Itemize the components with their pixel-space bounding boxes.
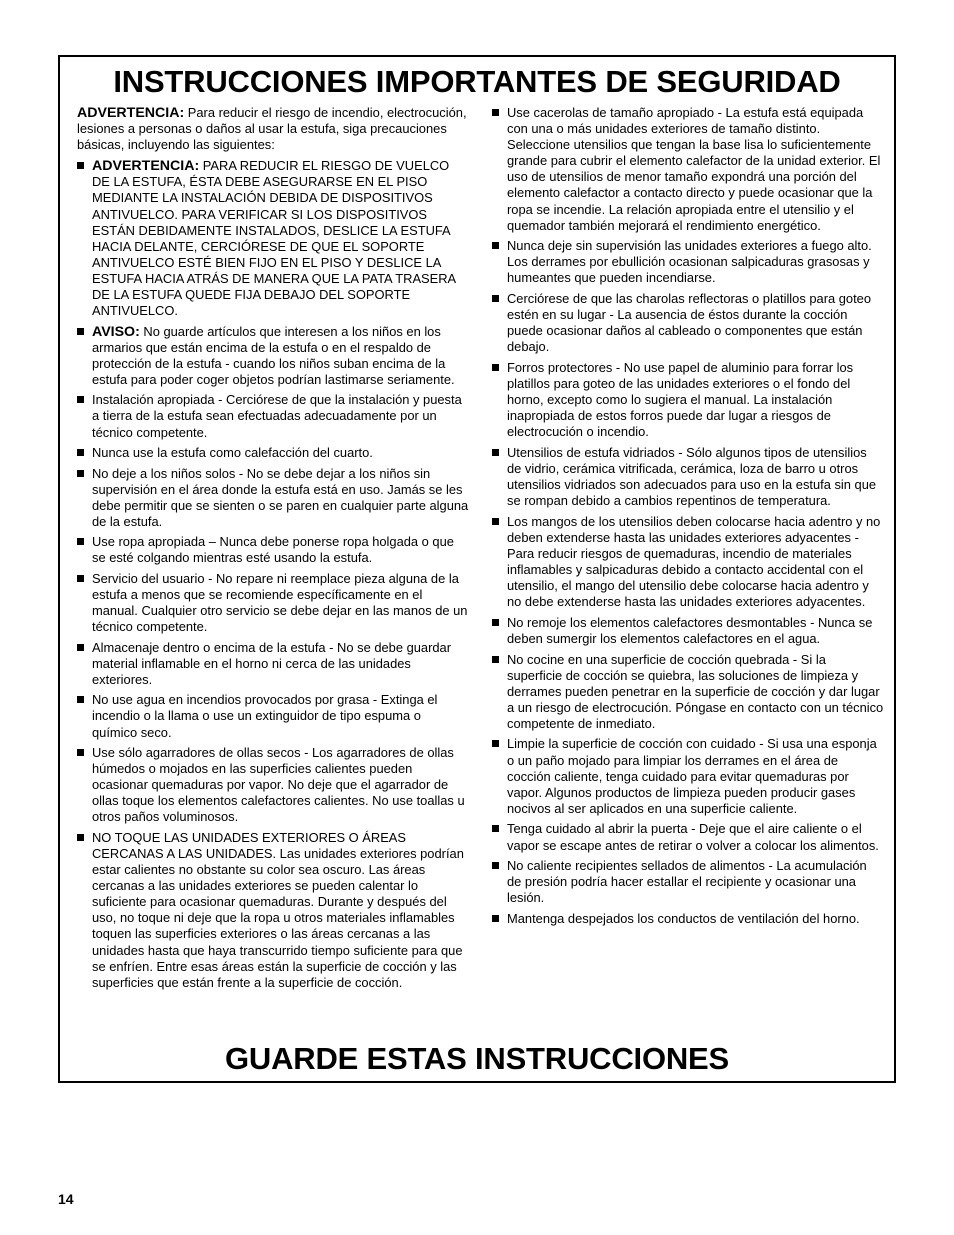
- square-bullet-icon: [77, 749, 84, 756]
- item-text: Use ropa apropiada – Nunca debe ponerse ropa holgada o que se esté colgando mientras esté usando la estufa.: [92, 534, 454, 566]
- list-item: [492, 615, 884, 647]
- square-bullet-icon: [492, 619, 499, 626]
- right-bullet-list: [492, 105, 884, 927]
- item-text: Forros protectores - No use papel de aluminio para forrar los platillos para goteo de las unidades exteriores o el fondo del horno, excepto como lo sugiera el manual. La instalación inapropiada de estos forros puede dar lugar a riesgos de electrocución o incendio.: [507, 359, 854, 440]
- list-item: [77, 534, 469, 566]
- item-text: Almacenaje dentro o encima de la estufa - No se debe guardar material inflamable en el horno ni cerca de las unidades exteriores.: [92, 639, 452, 687]
- list-item: [492, 105, 884, 234]
- list-item: [77, 158, 469, 319]
- square-bullet-icon: [77, 162, 84, 169]
- square-bullet-icon: [492, 656, 499, 663]
- square-bullet-icon: [492, 825, 499, 832]
- item-text: Nunca use la estufa como calefacción del cuarto.: [92, 445, 373, 461]
- square-bullet-icon: [492, 915, 499, 922]
- left-bullet-list: [77, 158, 469, 991]
- list-item: [77, 324, 469, 388]
- square-bullet-icon: [77, 449, 84, 456]
- item-text: Mantenga despejados los conductos de ventilación del horno.: [507, 910, 860, 926]
- item-text: Use cacerolas de tamaño apropiado - La estufa está equipada con una o más unidades exteriores de tamaño distinto. Seleccione utensilios que tengan la base lisa lo suficientemente grande para cubrir el elemento calefactor de la unidad exterior. El uso de utensilios de menor tamaño expondrá una porción del elemento calefactor a contacto directo y puede ocasionar que la ropa se incendie. La relación apropiada entre el utensilio y el quemador también mejorará el rendimiento energético.: [507, 105, 881, 233]
- item-lead: ADVERTENCIA:: [92, 158, 200, 175]
- intro-text: Para reducir el riesgo de incendio, electrocución, lesiones a personas o daños al usar la estufa, siga precauciones básicas, incluyendo las siguientes:: [77, 105, 467, 153]
- square-bullet-icon: [492, 364, 499, 371]
- square-bullet-icon: [492, 242, 499, 249]
- list-item: [492, 911, 884, 927]
- square-bullet-icon: [492, 862, 499, 869]
- square-bullet-icon: [492, 109, 499, 116]
- item-text: Limpie la superficie de cocción con cuidado - Si usa una esponja o un paño mojado para limpiar los derrames en el área de cocción caliente, tenga cuidado para evitar quemaduras por vapor. Algunos productos de limpieza pueden producir gases nocivos al ser aplicados en una superficie caliente.: [507, 736, 877, 816]
- item-text: Servicio del usuario - No repare ni reemplace pieza alguna de la estufa a menos que se recomiende específicamente en el manual. Cualquier otro servicio se debe dejar en las manos de un técnico competente.: [92, 570, 468, 635]
- square-bullet-icon: [77, 575, 84, 582]
- list-item: [77, 745, 469, 825]
- intro-paragraph: [77, 105, 469, 153]
- square-bullet-icon: [492, 740, 499, 747]
- list-item: [77, 392, 469, 440]
- item-text: Nunca deje sin supervisión las unidades exteriores a fuego alto. Los derrames por ebullición ocasionan salpicaduras grasosas y humeantes que pueden incendiarse.: [507, 238, 872, 286]
- list-item: [77, 692, 469, 740]
- item-text: PARA REDUCIR EL RIESGO DE VUELCO DE LA ESTUFA, ÉSTA DEBE ASEGURARSE EN EL PISO MEDIANTE LA INSTALACIÓN DEBIDA DE DISPOSITIVOS ANTIVUELCO. PARA VERIFICAR SI LOS DISPOSITIVOS ESTÁN DEBIDAMENTE INSTALADOS, DESLICE LA ESTUFA HACIA DELANTE, CERCIÓRESE DE QUE EL SOPORTE ANTIVUELCO ESTÉ BIEN FIJO EN EL PISO Y DESLICE LA ESTUFA HACIA ATRÁS DE MANERA QUE LA PATA TRASERA DE LA ESTUFA QUEDE FIJA DEBAJO DEL SOPORTE ANTIVUELCO.: [92, 158, 456, 319]
- list-item: [77, 571, 469, 635]
- item-text: No deje a los niños solos - No se debe dejar a los niños sin supervisión en el área donde la estufa está en uso. Jamás se les debe permitir que se sienten o se paren en cualquier parte alguna de la estufa.: [92, 465, 469, 529]
- left-column: [77, 105, 469, 995]
- item-text: NO TOQUE LAS UNIDADES EXTERIORES O ÁREAS CERCANAS A LAS UNIDADES. Las unidades exteriores podrían estar calientes no obstante su color sea oscuro. Las áreas cercanas a las unidades exteriores se pueden calentar lo suficiente para ocasionar quemaduras. Durante y después del uso, no toque ni deje que la ropa u otros materiales inflamables toquen las superficies exteriores o las áreas cercanas a las unidades hasta que haya transcurrido tiempo suficiente para que se enfríen. Entre esas áreas están la superficie de cocción y las superficies que están frente a la superficie de cocción.: [92, 829, 464, 990]
- item-text: No remoje los elementos calefactores desmontables - Nunca se deben sumergir los elementos calefactores en el agua.: [507, 614, 873, 646]
- item-text: Utensilios de estufa vidriados - Sólo algunos tipos de utensilios de vidrio, cerámica vitrificada, cerámica, loza de barro u otros utensilios vidriados son adecuados para uso en la estufa sin que se rompan debido a cambios repentinos de temperatura.: [507, 444, 877, 509]
- list-item: [492, 238, 884, 286]
- item-text: Use sólo agarradores de ollas secos - Los agarradores de ollas húmedos o mojados en las superficies calientes pueden ocasionar quemaduras por vapor. No deje que el agarrador de ollas toque los elementos calefactores calientes. No use toallas u otros paños voluminosos.: [92, 744, 465, 825]
- square-bullet-icon: [77, 470, 84, 477]
- safety-instructions-box: [58, 55, 896, 1083]
- square-bullet-icon: [77, 696, 84, 703]
- item-text: No guarde artículos que interesen a los niños en los armarios que están encima de la estufa o en el respaldo de protección de la estufa - cuando los niños suban encima de la estufa para poder coger objetos podrían lastimarse seriamente.: [92, 323, 455, 387]
- list-item: [77, 830, 469, 991]
- square-bullet-icon: [492, 295, 499, 302]
- list-item: [77, 466, 469, 530]
- list-item: [492, 360, 884, 440]
- page-title: INSTRUCCIONES IMPORTANTES DE SEGURIDAD: [113, 64, 841, 99]
- item-text: Los mangos de los utensilios deben colocarse hacia adentro y no deben extenderse hasta las unidades exteriores adyacentes - Para reducir riesgos de quemaduras, incendio de materiales inflamables y salpicaduras debido a contacto accidental con el utensilio, el mango del utensilio debe colocarse hacia adentro y no debe extenderse hasta las unidades exteriores adyacentes.: [507, 513, 881, 610]
- item-text: Instalación apropiada - Cerciórese de que la instalación y puesta a tierra de la estufa sean efectuadas adecuadamente por un técnico competente.: [92, 392, 462, 440]
- square-bullet-icon: [77, 834, 84, 841]
- list-item: [492, 736, 884, 816]
- item-text: Cerciórese de que las charolas reflectoras o platillos para goteo estén en su lugar - La ausencia de éstos durante la cocción puede ocasionar daños al cableado o componentes que están debajo.: [507, 291, 872, 355]
- square-bullet-icon: [492, 518, 499, 525]
- item-text: No cocine en una superficie de cocción quebrada - Si la superficie de cocción se quiebra, las soluciones de limpieza y derrames pueden penetrar en la superficie de cocción y dar lugar a un riesgo de electrocución. Póngase en contacto con un técnico competente de inmediato.: [507, 651, 884, 731]
- item-text: Tenga cuidado al abrir la puerta - Deje que el aire caliente o el vapor se escape antes de retirar o volver a colocar los alimentos.: [507, 821, 879, 853]
- list-item: [492, 514, 884, 611]
- square-bullet-icon: [492, 449, 499, 456]
- right-column: [492, 105, 884, 932]
- list-item: [492, 821, 884, 853]
- intro-lead: ADVERTENCIA:: [77, 105, 185, 121]
- item-lead: AVISO:: [92, 323, 140, 340]
- list-item: [77, 445, 469, 461]
- list-item: [492, 652, 884, 732]
- list-item: [492, 291, 884, 355]
- square-bullet-icon: [77, 396, 84, 403]
- item-text: No caliente recipientes sellados de alimentos - La acumulación de presión podría hacer estallar el recipiente y ocasionar una lesión.: [507, 858, 867, 906]
- footer-title: GUARDE ESTAS INSTRUCCIONES: [224, 1041, 730, 1076]
- square-bullet-icon: [77, 328, 84, 335]
- square-bullet-icon: [77, 538, 84, 545]
- list-item: [77, 640, 469, 688]
- item-text: No use agua en incendios provocados por grasa - Extinga el incendio o la llama o use un extinguidor de tipo espuma o químico seco.: [92, 692, 438, 740]
- list-item: [492, 445, 884, 509]
- square-bullet-icon: [77, 644, 84, 651]
- list-item: [492, 858, 884, 906]
- page-number: 14: [58, 1191, 74, 1207]
